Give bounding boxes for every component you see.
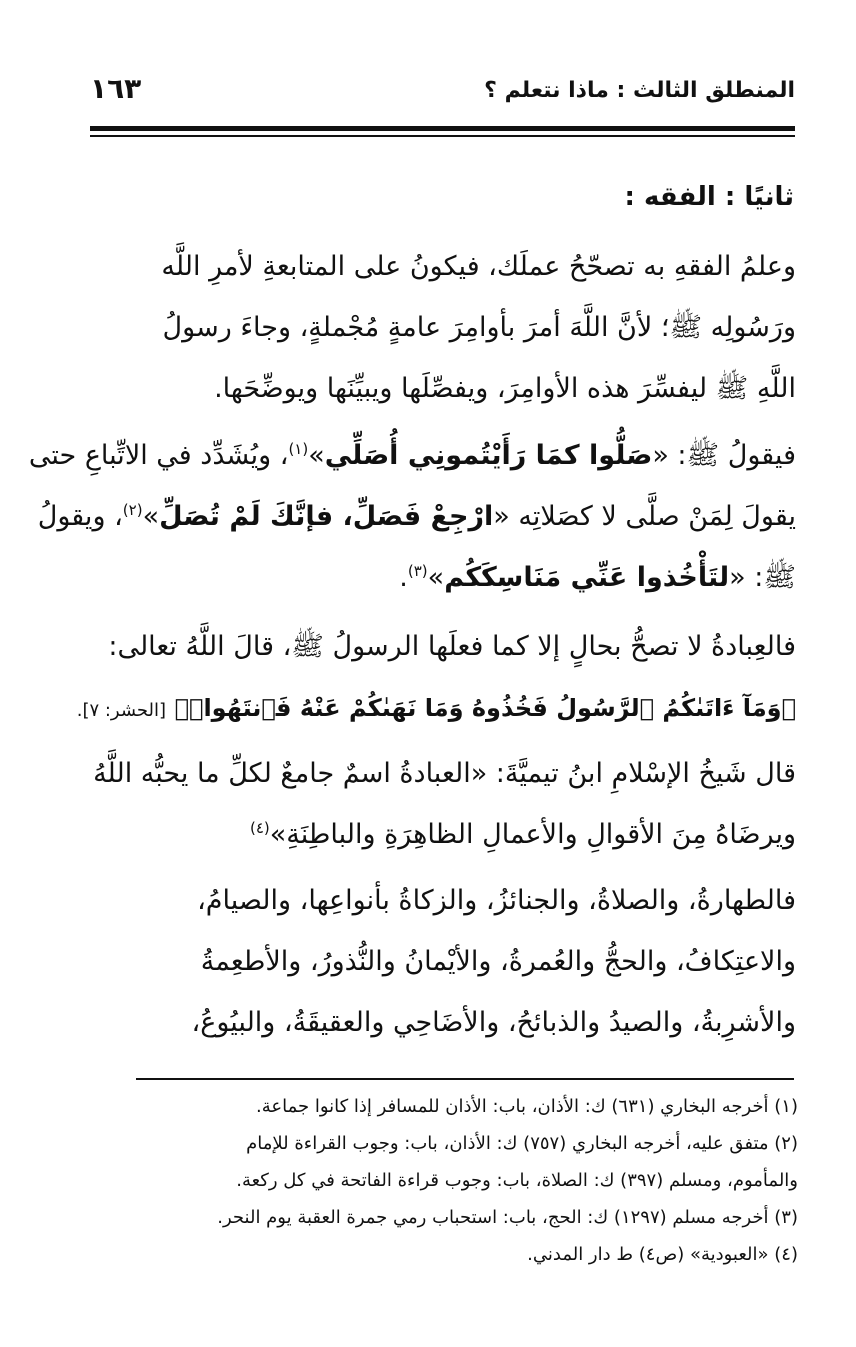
paragraph-line: والأشرِبةُ، والصيدُ والذبائحُ، والأضَاحِي والعقيقَةُ، والبيُوعُ، [191,1007,796,1038]
text-run: ، ويُشَدِّد في الاتِّباعِ حتى [28,440,289,471]
paragraph-line: والاعتِكافُ، والحجُّ والعُمرةُ، والأيْمانُ والنُّذورُ، والأطعِمةُ [200,946,796,977]
paragraph-3 [76,616,796,741]
paragraph-line: قال شَيخُ الإسْلامِ ابنُ تيميَّةَ: «العبادةُ اسمٌ جامعٌ لكلِّ ما يحبُّه اللَّهُ [93,758,796,789]
paragraph-line: فالعِبادةُ لا تصحُّ بحالٍ إلا كما فعلَها الرسولُ ﷺ، قالَ اللَّهُ تعالى: [108,631,796,662]
paragraph-2 [28,425,796,608]
section-heading: ثانيًا : الفقه : [624,182,794,212]
paragraph-line: ورَسُولِه ﷺ؛ لأنَّ اللَّهَ أمرَ بأوامِرَ عامةٍ مُجْملةٍ، وجاءَ رسولُ [162,312,796,343]
text-run: » [308,440,325,471]
paragraph-line [76,677,796,741]
text-run: يقولَ لِمَنْ صلَّى لا كصَلاتِه « [493,501,796,532]
paragraph-5 [76,870,796,1053]
text-run: فيقولُ ﷺ: « [652,440,796,471]
footnote-marker[interactable]: (١) [288,440,309,458]
paragraph-line [37,486,796,547]
footnote-marker[interactable]: (٤) [250,819,270,837]
paragraph-4 [76,743,796,865]
hadith-quote: لتَأْخُذوا عَنِّي مَنَاسِكَكُم [444,562,730,593]
paragraph-line: فالطهارةُ، والصلاةُ، والجنائزُ، والزكاةُ بأنواعِها، والصيامُ، [197,885,796,916]
footnotes [60,1088,798,1273]
paragraph-1 [76,236,796,419]
text-run: . [399,562,408,593]
header-rule-thin [90,135,795,137]
footnote-3: (٣) أخرجه مسلم (١٢٩٧) ك: الحج، باب: استحباب رمي جمرة العقبة يوم النحر. [217,1207,798,1228]
header-rule-thick [90,126,795,131]
text-run: ويرضَاهُ مِنَ الأقوالِ والأعمالِ الظاهِرَةِ والباطِنَةِ» [269,819,796,850]
footnote-2: (٢) متفق عليه، أخرجه البخاري (٧٥٧) ك: الأذان، باب: وجوب القراءة للإمام [246,1133,798,1154]
paragraph-line [28,425,796,486]
paragraph-line [76,547,796,608]
paragraph-line: وعلمُ الفقهِ به تصحّحُ عملَك، فيكونُ على المتابعةِ لأمرِ اللَّه [161,251,796,282]
page-header [90,70,795,110]
footnote-marker[interactable]: (٣) [407,562,428,580]
hadith-quote: صَلُّوا كمَا رَأَيْتُمونِي أُصَلِّي [324,440,653,471]
footnote-2-continued: والمأموم، ومسلم (٣٩٧) ك: الصلاة، باب: وجوب قراءة الفاتحة في كل ركعة. [236,1170,798,1191]
quran-reference: [الحشر: ٧]. [76,700,167,721]
running-head: المنطلق الثالث : ماذا نتعلم ؟ [484,78,795,103]
text-run: ، ويقولُ [37,501,123,532]
footnote-4: (٤) «العبودية» (ص٤) ط دار المدني. [527,1244,798,1265]
paragraph-line [76,804,796,865]
text-run: » [427,562,445,593]
footnote-separator [136,1078,794,1080]
footnote-1: (١) أخرجه البخاري (٦٣١) ك: الأذان، باب: الأذان للمسافر إذا كانوا جماعة. [255,1096,798,1117]
text-run: ﷺ: « [729,562,796,593]
text-run: » [142,501,160,532]
footnote-marker[interactable]: (٢) [122,501,143,519]
hadith-quote: ارْجِعْ فَصَلِّ، فإنَّكَ لَمْ تُصَلِّ [159,501,494,532]
quran-verse: ﴿وَمَآ ءَاتَىٰكُمُ ٱلرَّسُولُ فَخُذُوهُ وَمَا نَهَىٰكُمْ عَنْهُ فَٱنتَهُوا۟﴾ [174,694,796,722]
page-number: ١٦٣ [90,72,142,105]
paragraph-line: اللَّهِ ﷺ ليفسِّرَ هذه الأوامِرَ، ويفصِّلَها ويبيِّنَها ويوضِّحَها. [214,373,796,404]
